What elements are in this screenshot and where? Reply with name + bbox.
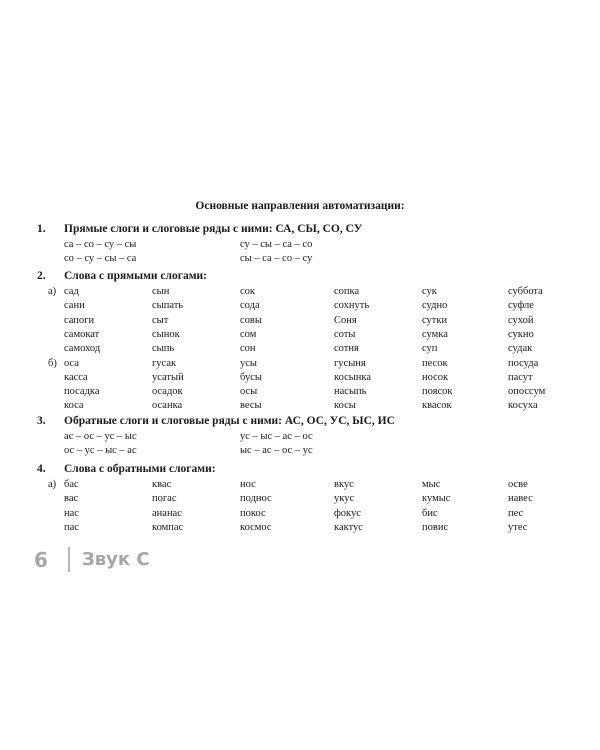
subgroup-label: б) bbox=[48, 357, 57, 369]
word-item: повис bbox=[422, 521, 449, 533]
word-item: усатый bbox=[152, 371, 184, 383]
word-item: насыпь bbox=[334, 386, 367, 398]
word-item: сыпать bbox=[152, 300, 184, 312]
word-item: сыт bbox=[152, 314, 169, 326]
word-item: сумка bbox=[422, 328, 448, 340]
word-item: квас bbox=[152, 479, 172, 490]
word-item: кактус bbox=[334, 521, 363, 533]
word-item: коса bbox=[64, 400, 84, 412]
word-item: вас bbox=[64, 493, 79, 505]
word-item: бас bbox=[64, 479, 79, 490]
word-item: сотня bbox=[334, 343, 359, 355]
section-heading: Слова с обратными слогами: bbox=[64, 463, 216, 475]
word-item: весы bbox=[240, 400, 262, 412]
word-item: сухой bbox=[508, 314, 534, 326]
word-item: покос bbox=[240, 507, 266, 519]
subgroup-label: а) bbox=[48, 479, 57, 490]
section-number: 3. bbox=[37, 415, 46, 427]
word-item: носок bbox=[422, 371, 449, 383]
word-item: суббота bbox=[508, 286, 543, 297]
word-item: навес bbox=[508, 493, 533, 505]
word-item: нас bbox=[64, 507, 79, 519]
word-item: утес bbox=[508, 521, 528, 533]
word-item: погас bbox=[152, 493, 177, 505]
word-item: косынка bbox=[334, 371, 372, 383]
word-item: гусак bbox=[152, 357, 177, 369]
word-item: сад bbox=[64, 286, 79, 297]
word-item: косы bbox=[334, 400, 356, 412]
subgroup-label: а) bbox=[48, 286, 57, 297]
word-item: касса bbox=[64, 371, 88, 383]
word-item: бис bbox=[422, 507, 438, 519]
word-item: сукно bbox=[508, 328, 534, 340]
word-item: посуда bbox=[508, 357, 539, 369]
footer-chapter-title: Звук С bbox=[82, 549, 150, 570]
word-item: укус bbox=[334, 493, 355, 505]
word-item: кумыс bbox=[422, 493, 451, 505]
word-item: сок bbox=[240, 286, 256, 297]
word-item: Соня bbox=[334, 314, 357, 326]
syllable-row: ус – ыс – ас – ос bbox=[240, 431, 313, 442]
word-item: сани bbox=[64, 300, 85, 312]
word-item: осанка bbox=[152, 400, 183, 412]
section-number: 2. bbox=[37, 270, 46, 282]
syllable-row: са – со – су – сы bbox=[64, 239, 137, 250]
word-item: самокат bbox=[64, 328, 100, 340]
section-heading: Обратные слоги и слоговые ряды с ними: АС, ОС, УС, ЫС, ИС bbox=[64, 415, 395, 427]
word-item: суфле bbox=[508, 300, 534, 312]
word-item: мыс bbox=[422, 479, 441, 490]
word-item: самоход bbox=[64, 343, 101, 355]
word-item: квасок bbox=[422, 400, 452, 412]
word-item: сом bbox=[240, 328, 257, 340]
word-item: совы bbox=[240, 314, 262, 326]
word-item: космос bbox=[240, 521, 272, 533]
word-item: песок bbox=[422, 357, 448, 369]
word-item: осы bbox=[240, 386, 258, 398]
page-title: Основные направления автоматизации: bbox=[195, 200, 405, 212]
word-item: судно bbox=[422, 300, 448, 312]
footer-divider bbox=[68, 547, 70, 572]
section-number: 4. bbox=[37, 463, 46, 475]
word-item: гусыня bbox=[334, 357, 366, 369]
syllable-row: ыс – ас – ос – ус bbox=[240, 445, 313, 457]
word-item: соты bbox=[334, 328, 356, 340]
word-item: пас bbox=[64, 521, 79, 533]
word-item: поясок bbox=[422, 386, 453, 398]
word-item: суп bbox=[422, 343, 438, 355]
word-item: сын bbox=[152, 286, 170, 297]
word-item: сопка bbox=[334, 286, 360, 297]
word-item: сынок bbox=[152, 328, 180, 340]
syllable-row: ос – ус – ыс – ас bbox=[64, 445, 137, 457]
word-item: опоссум bbox=[508, 386, 546, 398]
word-item: сода bbox=[240, 300, 260, 312]
word-item: осве bbox=[508, 479, 528, 490]
syllable-row: су – сы – са – со bbox=[240, 239, 313, 250]
word-item: посадка bbox=[64, 386, 100, 398]
word-item: сутки bbox=[422, 314, 448, 326]
word-item: осадок bbox=[152, 386, 183, 398]
syllable-row: со – су – сы – са bbox=[64, 253, 137, 265]
word-item: фокус bbox=[334, 507, 361, 519]
word-item: сыпь bbox=[152, 343, 175, 355]
word-item: поднос bbox=[240, 493, 272, 505]
word-item: оса bbox=[64, 357, 79, 369]
word-item: ананас bbox=[152, 507, 182, 519]
footer-page-number: 6 bbox=[34, 548, 48, 572]
word-item: сон bbox=[240, 343, 256, 355]
section-number: 1. bbox=[37, 223, 46, 235]
section-heading: Слова с прямыми слогами: bbox=[64, 270, 207, 282]
section-heading: Прямые слоги и слоговые ряды с ними: СА, СЫ, СО, СУ bbox=[64, 223, 363, 235]
word-item: сук bbox=[422, 286, 437, 297]
word-item: пасут bbox=[508, 371, 533, 383]
syllable-row: ас – ос – ус – ыс bbox=[64, 431, 137, 442]
word-item: косуха bbox=[508, 400, 538, 412]
syllable-row: сы – са – со – су bbox=[240, 253, 313, 265]
word-item: пес bbox=[508, 507, 524, 519]
word-item: вкус bbox=[334, 479, 354, 490]
word-item: судак bbox=[508, 343, 533, 355]
word-item: сапоги bbox=[64, 314, 95, 326]
word-item: сохнуть bbox=[334, 300, 370, 312]
word-item: усы bbox=[240, 357, 257, 369]
word-item: компас bbox=[152, 521, 184, 533]
word-item: нос bbox=[240, 479, 256, 490]
word-item: бусы bbox=[240, 371, 262, 383]
